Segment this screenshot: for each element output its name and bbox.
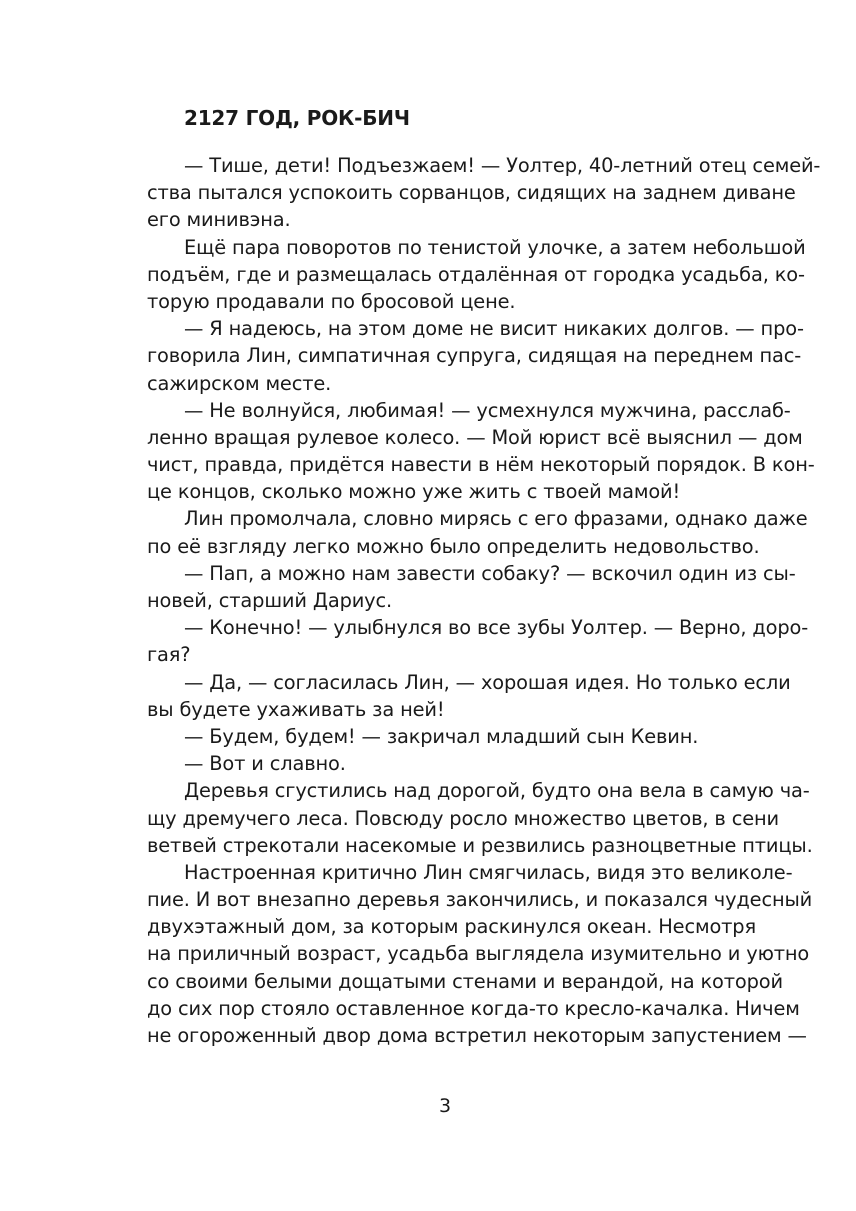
text-line: — Будем, будем! — закричал младший сын Кевин. (184, 724, 699, 748)
text-line: новей, старший Дариус. (147, 589, 393, 612)
text-line: двухэтажный дом, за которым раскинулся океан. Несмотря (147, 915, 756, 939)
text-line: ленно вращая рулевое колесо. — Мой юрист всё выяснил — дом (147, 425, 803, 449)
text-line: на приличный возраст, усадьба выглядела изумительно и уютно (147, 942, 810, 966)
text-line: со своими белыми дощатыми стенами и верандой, на которой (147, 969, 783, 993)
text-line: Настроенная критично Лин смягчилась, видя это великоле- (184, 860, 793, 884)
page-number: 3 (438, 1095, 452, 1117)
text-line: Ещё пара поворотов по тенистой улочке, а затем небольшой (184, 235, 806, 259)
text-line: пие. И вот внезапно деревья закончились, и показался чудесный (147, 888, 813, 912)
text-line: подъём, где и размещалась отдалённая от городка усадьба, ко- (147, 262, 805, 286)
text-line: ветвей стрекотали насекомые и резвились разноцветные птицы. (147, 833, 813, 857)
body-text (147, 152, 821, 1049)
text-line: до сих пор стояло оставленное когда-то кресло-качалка. Ничем (147, 996, 800, 1020)
text-line: — Я надеюсь, на этом доме не висит никаких долгов. — про- (184, 317, 804, 341)
text-line: его минивэна. (147, 208, 291, 232)
chapter-heading: 2127 ГОД, РОК-БИЧ (184, 106, 410, 130)
text-line: Лин промолчала, словно мирясь с его фразами, однако даже (184, 507, 808, 531)
text-line: — Конечно! — улыбнулся во все зубы Уолтер. — Верно, доро- (184, 616, 809, 640)
text-line: ства пытался успокоить сорванцов, сидящих на заднем диване (147, 181, 796, 205)
text-line: — Не волнуйся, любимая! — усмехнулся мужчина, расслаб- (184, 398, 791, 422)
text-line: — Да, — согласилась Лин, — хорошая идея. Но только если (184, 670, 791, 694)
text-line: чист, правда, придётся навести в нём некоторый порядок. В кон- (147, 453, 815, 477)
text-line: — Пап, а можно нам завести собаку? — вскочил один из сы- (184, 561, 796, 585)
text-line: торую продавали по бросовой цене. (147, 289, 516, 313)
text-line: — Тише, дети! Подъезжаем! — Уолтер, 40-летний отец семей- (184, 154, 821, 177)
text-line: сажирском месте. (147, 371, 332, 395)
text-line: говорила Лин, симпатичная супруга, сидящая на переднем пас- (147, 344, 802, 368)
text-line: не огороженный двор дома встретил некоторым запустением — (147, 1024, 807, 1047)
text-line: це концов, сколько можно уже жить с твоей мамой! (147, 480, 681, 504)
text-line: — Вот и славно. (184, 752, 346, 776)
text-line: гая? (147, 643, 191, 667)
text-line: щу дремучего леса. Повсюду росло множество цветов, в сени (147, 806, 779, 830)
text-line: Деревья сгустились над дорогой, будто она вела в самую ча- (184, 779, 810, 803)
book-page (147, 0, 821, 1211)
text-line: по её взгляду легко можно было определить недовольство. (147, 534, 760, 558)
text-line: вы будете ухаживать за ней! (147, 697, 445, 721)
